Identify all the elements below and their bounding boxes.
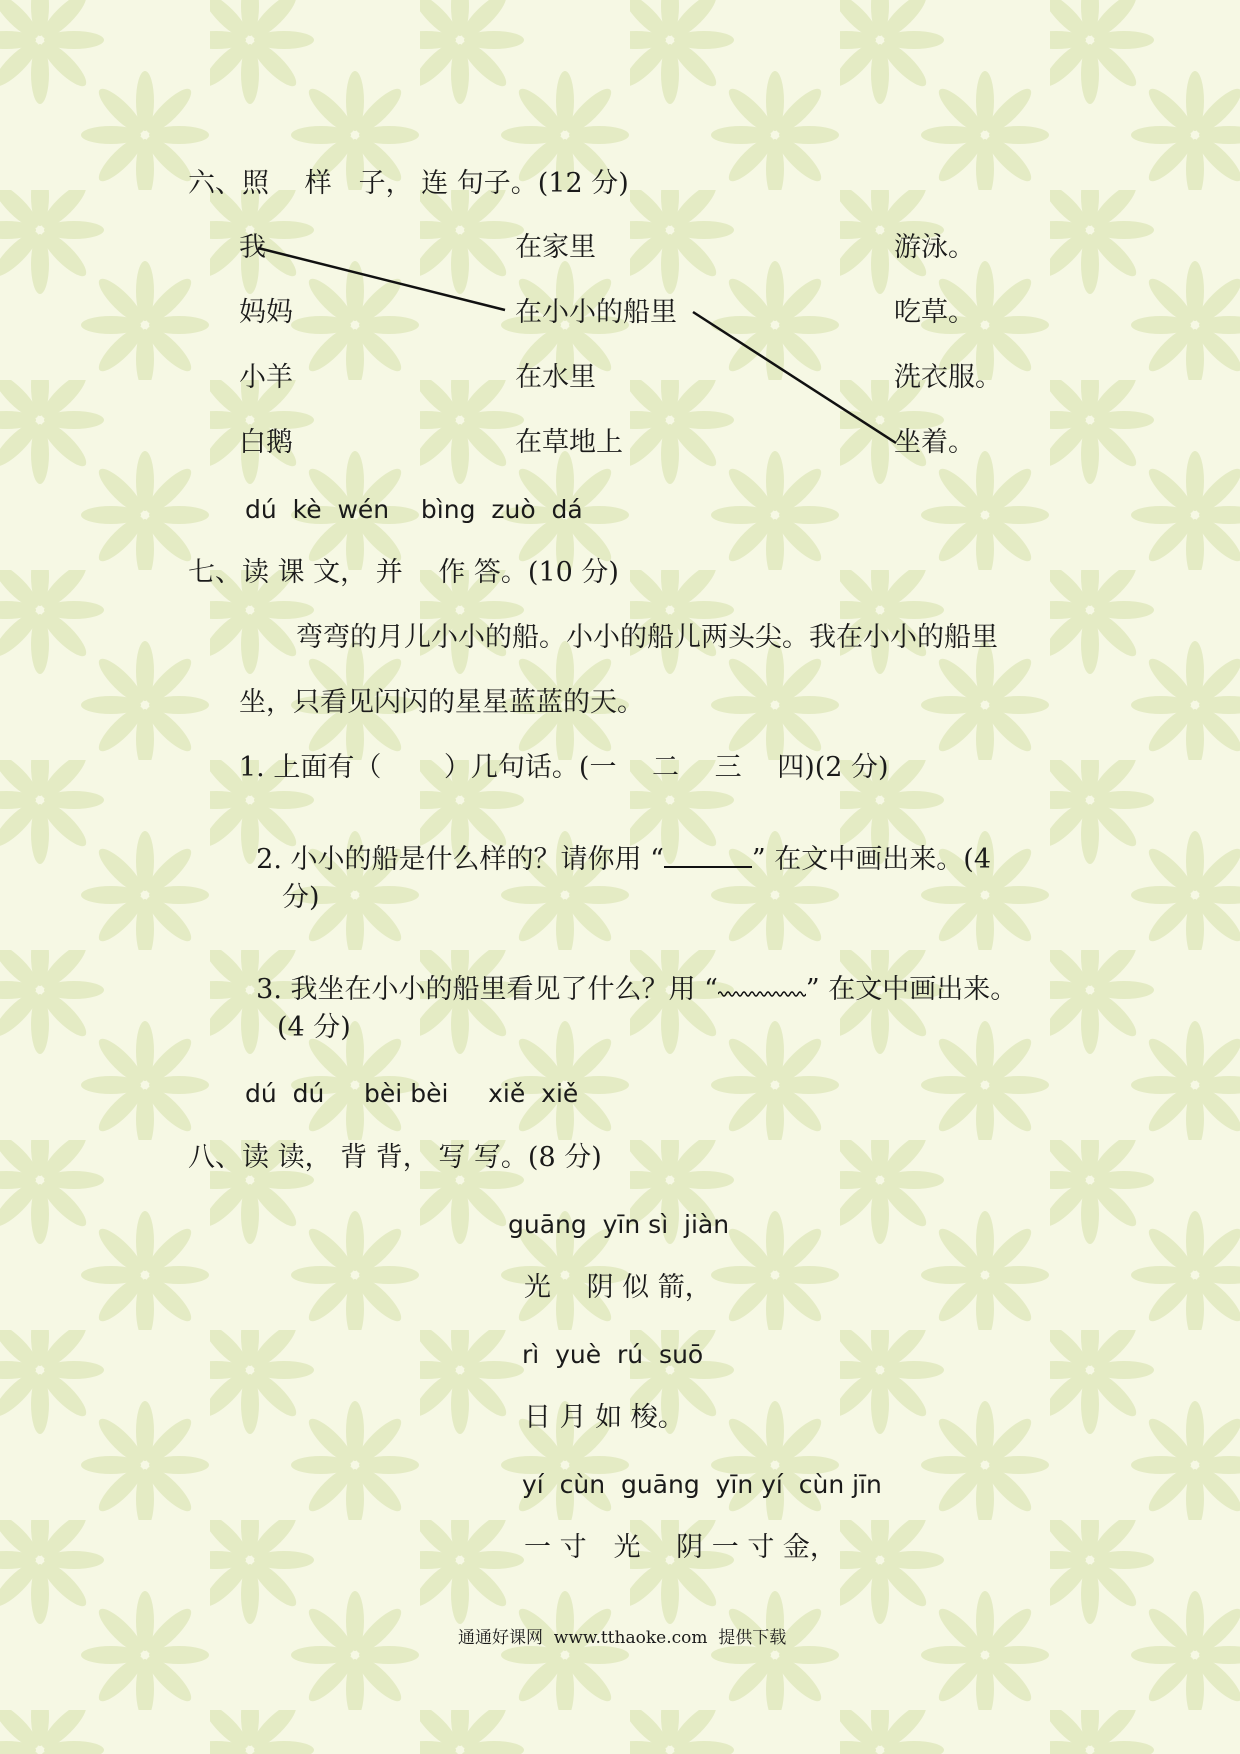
poem-pinyin: yí cùn guāng yīn yí cùn jīn — [522, 1470, 882, 1499]
poem-line: 光 阴 似 箭， — [524, 1272, 712, 1303]
section-8-pinyin: dú dú bèi bèi xiě xiě — [245, 1079, 579, 1108]
col3-item: 坐着。 — [894, 427, 975, 458]
poem-line: 日 月 如 梭。 — [524, 1402, 685, 1433]
question-3-text-end: ” 在文中画出来。 — [805, 974, 1018, 1005]
poem-pinyin: guāng yīn sì jiàn — [508, 1210, 730, 1239]
col1-item: 我 — [239, 232, 266, 263]
footer-credit: 通通好课网 www.tthaoke.com 提供下载 — [458, 1628, 787, 1648]
question-3-continued: (4 分) — [277, 1012, 351, 1043]
question-3-text: 3. 我坐在小小的船里看见了什么？用 “ — [256, 974, 718, 1005]
section-7-heading: 七、读 课 文， 并 作 答。(10 分) — [188, 557, 619, 588]
poem-pinyin: rì yuè rú suō — [522, 1340, 704, 1369]
col2-item: 在小小的船里 — [515, 297, 677, 328]
question-1: 1. 上面有（ ）几句话。(一 二 三 四)(2 分) — [239, 752, 889, 783]
section-8-heading: 八、读 读， 背 背， 写 写。(8 分) — [188, 1142, 602, 1173]
section-6-heading: 六、照 样 子， 连 句子。(12 分) — [188, 168, 629, 199]
passage-line-2: 坐，只看见闪闪的星星蓝蓝的天。 — [239, 687, 644, 718]
question-2 — [239, 819, 991, 873]
question-2-continued: 分) — [282, 882, 320, 913]
col3-item: 洗衣服。 — [894, 362, 1002, 393]
col2-item: 在草地上 — [515, 427, 623, 458]
col3-item: 吃草。 — [894, 297, 975, 328]
col2-item: 在水里 — [515, 362, 596, 393]
col1-item: 白鹅 — [239, 427, 293, 458]
straight-line-sample — [664, 846, 752, 868]
col1-item: 妈妈 — [239, 297, 293, 328]
section-7-pinyin: dú kè wén bìng zuò dá — [245, 495, 583, 524]
col1-item: 小羊 — [239, 362, 293, 393]
question-2-text-end: ” 在文中画出来。(4 — [751, 844, 992, 875]
col2-item: 在家里 — [515, 232, 596, 263]
passage-line-1: 弯弯的月儿小小的船。小小的船儿两头尖。我在小小的船里 — [296, 622, 998, 653]
wavy-line-sample — [718, 978, 806, 998]
question-3 — [239, 949, 1017, 1003]
col3-item: 游泳。 — [894, 232, 975, 263]
question-2-text: 2. 小小的船是什么样的？请你用 “ — [256, 844, 664, 875]
poem-line: 一 寸 光 阴 一 寸 金， — [524, 1532, 837, 1563]
